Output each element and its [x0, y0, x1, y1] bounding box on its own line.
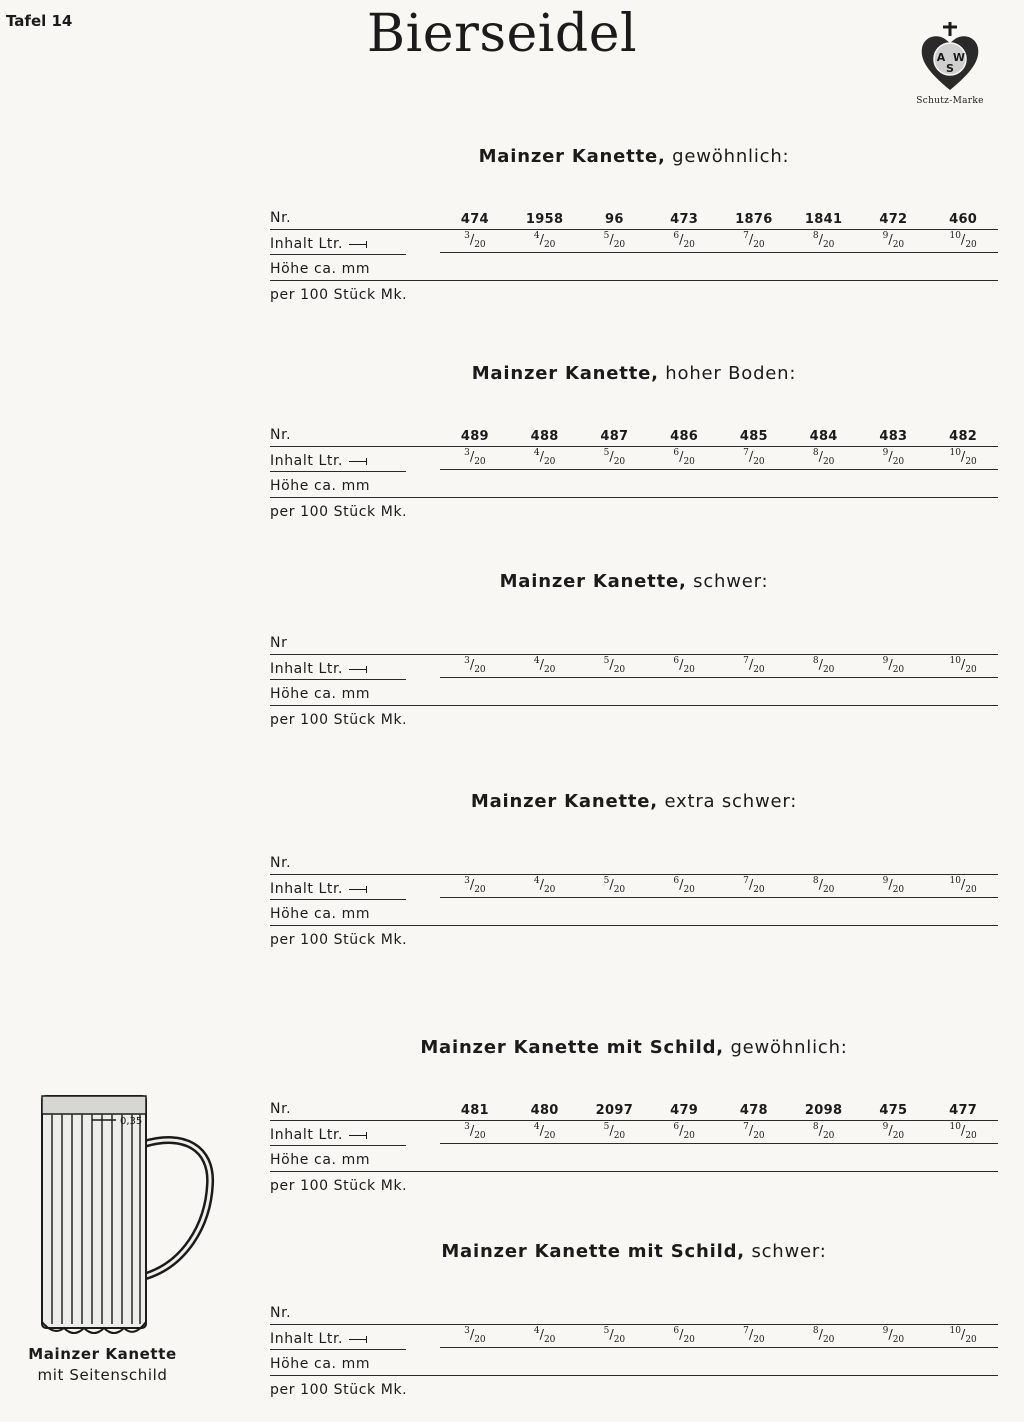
- row-label-nr: Nr.: [270, 1305, 292, 1321]
- capacity-denominator: 20: [613, 240, 626, 250]
- capacity-fraction: $^5/_{20}$: [580, 231, 650, 253]
- section-title: [270, 791, 998, 812]
- capacity-numerator: 4: [533, 448, 540, 459]
- capacity-denominator: 20: [753, 1335, 765, 1345]
- capacity-denominator: 20: [683, 885, 695, 895]
- capacity-fraction: $^3/_{20}$: [440, 876, 510, 898]
- capacity-cells: [440, 448, 998, 470]
- capacity-denominator: 20: [543, 240, 556, 250]
- row-inhalt: [270, 1121, 998, 1146]
- capacity-denominator: 20: [965, 457, 977, 467]
- section-table: [270, 1299, 998, 1401]
- section-title-variant: schwer:: [693, 571, 769, 592]
- capacity-fraction: $^7/_{20}$: [719, 1122, 789, 1144]
- row-label-nr: Nr.: [270, 1101, 292, 1117]
- capacity-fraction: $^7/_{20}$: [719, 231, 789, 253]
- row-hoehe: [270, 472, 998, 498]
- capacity-cells: [440, 876, 998, 898]
- capacity-numerator: 10: [949, 231, 961, 242]
- capacity-numerator: 9: [882, 1326, 889, 1337]
- capacity-denominator: 20: [753, 665, 765, 675]
- row-label-inhalt: [270, 1331, 367, 1347]
- capacity-fraction: $^{10}/_{20}$: [928, 876, 998, 898]
- capacity-fraction: $^9/_{20}$: [859, 1326, 929, 1348]
- inhalt-text: Inhalt Ltr.: [270, 661, 344, 677]
- article-number: 96: [605, 212, 624, 227]
- article-number: 473: [670, 212, 699, 227]
- capacity-numerator: 8: [812, 448, 819, 459]
- article-number: 460: [949, 212, 978, 227]
- capacity-fraction: $^{10}/_{20}$: [928, 448, 998, 470]
- capacity-fraction: $^9/_{20}$: [859, 876, 929, 898]
- capacity-denominator: 20: [683, 457, 695, 467]
- section-title-variant: gewöhnlich:: [672, 146, 790, 167]
- row-label-preis: per 100 Stück Mk.: [270, 712, 408, 728]
- capacity-denominator: 20: [543, 1335, 556, 1345]
- capacity-fraction: $^4/_{20}$: [510, 1122, 580, 1144]
- article-number: 1958: [525, 212, 564, 227]
- capacity-numerator: 4: [533, 876, 540, 887]
- capacity-fraction: $^8/_{20}$: [789, 1326, 859, 1348]
- capacity-denominator: 20: [892, 885, 905, 895]
- capacity-fraction: $^5/_{20}$: [580, 876, 650, 898]
- capacity-cells: [440, 1122, 998, 1144]
- capacity-numerator: 9: [882, 231, 889, 242]
- capacity-numerator: 7: [743, 656, 749, 667]
- caption-line-1: Mainzer Kanette: [28, 1345, 177, 1363]
- row-label-nr: Nr: [270, 635, 288, 651]
- capacity-numerator: 6: [673, 1122, 680, 1133]
- caption-line-2: mit Seitenschild: [37, 1366, 168, 1384]
- page-title: Bierseidel: [366, 4, 638, 64]
- capacity-numerator: 4: [533, 1326, 540, 1337]
- capacity-fraction: $^6/_{20}$: [649, 1326, 719, 1348]
- capacity-fraction: $^7/_{20}$: [719, 448, 789, 470]
- inhalt-text: Inhalt Ltr.: [270, 453, 344, 469]
- row-label-inhalt: [270, 661, 367, 677]
- article-number: 480: [530, 1103, 559, 1118]
- row-label-nr: Nr.: [270, 427, 292, 443]
- row-label-inhalt: [270, 881, 367, 897]
- inhalt-text: Inhalt Ltr.: [270, 1127, 344, 1143]
- section-title-name: Mainzer Kanette,: [471, 363, 659, 384]
- section-title-variant: hoher Boden:: [665, 363, 797, 384]
- capacity-denominator: 20: [613, 665, 626, 675]
- capacity-denominator: 20: [474, 1131, 486, 1141]
- row-hoehe: [270, 1146, 998, 1172]
- trademark-caption: Schutz-Marke: [916, 96, 984, 106]
- capacity-denominator: 20: [683, 240, 695, 250]
- section-title-name: Mainzer Kanette,: [470, 791, 658, 812]
- capacity-numerator: 10: [949, 876, 961, 887]
- capacity-fraction: $^3/_{20}$: [440, 656, 510, 678]
- capacity-numerator: 6: [673, 231, 680, 242]
- article-number: 475: [879, 1103, 908, 1118]
- capacity-fraction: $^9/_{20}$: [859, 656, 929, 678]
- row-label-nr: Nr.: [270, 855, 292, 871]
- capacity-numerator: 5: [603, 231, 610, 242]
- capacity-fraction: $^{10}/_{20}$: [928, 1122, 998, 1144]
- article-number: 481: [460, 1103, 489, 1118]
- capacity-numerator: 10: [949, 448, 961, 459]
- row-preis: [270, 706, 998, 731]
- capacity-numerator: 6: [673, 448, 680, 459]
- capacity-numerator: 9: [882, 876, 889, 887]
- article-number: 472: [879, 212, 908, 227]
- inhalt-text: Inhalt Ltr.: [270, 1331, 344, 1347]
- article-number: 482: [949, 429, 978, 444]
- measure-arrow-icon: [349, 666, 367, 673]
- section-title-name: Mainzer Kanette mit Schild,: [441, 1241, 745, 1262]
- capacity-denominator: 20: [965, 1335, 977, 1345]
- section-table: [270, 629, 998, 731]
- capacity-denominator: 20: [965, 240, 977, 250]
- article-number: 489: [460, 429, 489, 444]
- capacity-cells: [440, 656, 998, 678]
- capacity-numerator: 3: [464, 448, 470, 459]
- capacity-fraction: $^5/_{20}$: [580, 1326, 650, 1348]
- capacity-fraction: $^8/_{20}$: [789, 231, 859, 253]
- capacity-denominator: 20: [965, 665, 977, 675]
- capacity-denominator: 20: [613, 1335, 626, 1345]
- capacity-denominator: 20: [474, 665, 486, 675]
- capacity-numerator: 3: [464, 231, 470, 242]
- capacity-fraction: $^6/_{20}$: [649, 1122, 719, 1144]
- row-inhalt: [270, 655, 998, 680]
- capacity-numerator: 8: [812, 876, 819, 887]
- capacity-fraction: $^6/_{20}$: [649, 448, 719, 470]
- row-label-preis: per 100 Stück Mk.: [270, 1382, 408, 1398]
- row-label-hoehe: Höhe ca. mm: [270, 1152, 371, 1168]
- row-hoehe: [270, 900, 998, 926]
- capacity-numerator: 10: [949, 1122, 961, 1133]
- capacity-numerator: 7: [743, 876, 749, 887]
- logo-letter-s: S: [946, 62, 954, 75]
- section-title: [270, 571, 998, 592]
- capacity-fraction: $^6/_{20}$: [649, 876, 719, 898]
- logo-letter-a: A: [936, 51, 946, 64]
- section-title: [270, 363, 998, 384]
- capacity-numerator: 7: [743, 448, 749, 459]
- mug-mark-label: 0,35: [120, 1116, 143, 1127]
- capacity-denominator: 20: [822, 240, 835, 250]
- row-hoehe: [270, 680, 998, 706]
- capacity-numerator: 3: [464, 1326, 470, 1337]
- article-number: 2097: [595, 1103, 634, 1118]
- row-label-hoehe: Höhe ca. mm: [270, 686, 371, 702]
- capacity-numerator: 3: [464, 1122, 470, 1133]
- capacity-numerator: 10: [949, 1326, 961, 1337]
- capacity-fraction: $^9/_{20}$: [859, 1122, 929, 1144]
- section-title-variant: extra schwer:: [664, 791, 798, 812]
- row-nr: [270, 629, 998, 655]
- article-number: 1876: [735, 212, 773, 227]
- row-preis: [270, 281, 998, 306]
- row-nr: [270, 849, 998, 875]
- capacity-numerator: 7: [743, 1122, 749, 1133]
- row-label-inhalt: [270, 453, 367, 469]
- capacity-denominator: 20: [543, 885, 556, 895]
- capacity-denominator: 20: [822, 665, 835, 675]
- capacity-fraction: $^{10}/_{20}$: [928, 1326, 998, 1348]
- row-label-hoehe: Höhe ca. mm: [270, 1356, 371, 1372]
- capacity-fraction: $^6/_{20}$: [649, 656, 719, 678]
- capacity-fraction: $^4/_{20}$: [510, 1326, 580, 1348]
- capacity-numerator: 5: [603, 1122, 610, 1133]
- article-number: 488: [530, 429, 559, 444]
- capacity-fraction: $^3/_{20}$: [440, 1122, 510, 1144]
- row-inhalt: [270, 875, 998, 900]
- capacity-numerator: 8: [812, 1122, 819, 1133]
- capacity-fraction: $^5/_{20}$: [580, 656, 650, 678]
- capacity-fraction: $^8/_{20}$: [789, 1122, 859, 1144]
- row-label-preis: per 100 Stück Mk.: [270, 287, 408, 303]
- capacity-fraction: $^7/_{20}$: [719, 1326, 789, 1348]
- capacity-denominator: 20: [753, 885, 765, 895]
- capacity-denominator: 20: [683, 665, 695, 675]
- section-title: [270, 1241, 998, 1262]
- capacity-denominator: 20: [892, 665, 905, 675]
- capacity-denominator: 20: [543, 457, 556, 467]
- row-label-hoehe: Höhe ca. mm: [270, 261, 371, 277]
- row-preis: [270, 498, 998, 523]
- capacity-denominator: 20: [474, 457, 486, 467]
- row-label-preis: per 100 Stück Mk.: [270, 1178, 408, 1194]
- row-label-preis: per 100 Stück Mk.: [270, 504, 408, 520]
- capacity-denominator: 20: [822, 1335, 835, 1345]
- row-nr: [270, 204, 998, 230]
- capacity-denominator: 20: [613, 457, 626, 467]
- heart-cross-icon: [918, 20, 982, 94]
- capacity-denominator: 20: [683, 1131, 695, 1141]
- capacity-denominator: 20: [892, 457, 905, 467]
- section-title-name: Mainzer Kanette,: [499, 571, 687, 592]
- capacity-denominator: 20: [753, 1131, 765, 1141]
- row-inhalt: [270, 447, 998, 472]
- row-nr: [270, 421, 998, 447]
- inhalt-text: Inhalt Ltr.: [270, 236, 344, 252]
- article-number: 477: [949, 1103, 978, 1118]
- capacity-fraction: $^7/_{20}$: [719, 656, 789, 678]
- capacity-denominator: 20: [753, 457, 765, 467]
- capacity-numerator: 8: [812, 656, 819, 667]
- capacity-numerator: 4: [533, 656, 540, 667]
- capacity-denominator: 20: [474, 1335, 486, 1345]
- nr-cells: [440, 429, 998, 444]
- article-number: 1841: [804, 212, 843, 227]
- row-hoehe: [270, 255, 998, 281]
- capacity-denominator: 20: [543, 665, 556, 675]
- capacity-fraction: $^4/_{20}$: [510, 656, 580, 678]
- article-number: 483: [879, 429, 908, 444]
- row-nr: [270, 1095, 998, 1121]
- capacity-denominator: 20: [543, 1131, 556, 1141]
- measure-arrow-icon: [349, 1336, 367, 1343]
- capacity-fraction: $^{10}/_{20}$: [928, 656, 998, 678]
- capacity-cells: [440, 1326, 998, 1348]
- section-table: [270, 849, 998, 951]
- capacity-fraction: $^9/_{20}$: [859, 448, 929, 470]
- plate-number: Tafel 14: [6, 12, 73, 30]
- row-label-hoehe: Höhe ca. mm: [270, 906, 371, 922]
- capacity-fraction: $^9/_{20}$: [859, 231, 929, 253]
- capacity-numerator: 5: [603, 448, 610, 459]
- capacity-numerator: 6: [673, 876, 680, 887]
- capacity-numerator: 5: [603, 1326, 610, 1337]
- row-label-nr: Nr.: [270, 210, 292, 226]
- article-number: 485: [739, 429, 768, 444]
- capacity-denominator: 20: [892, 240, 905, 250]
- capacity-numerator: 7: [743, 231, 749, 242]
- illustration-caption: [0, 1344, 205, 1386]
- capacity-fraction: $^8/_{20}$: [789, 448, 859, 470]
- capacity-numerator: 5: [603, 876, 610, 887]
- capacity-numerator: 4: [533, 1122, 540, 1133]
- section-table: [270, 421, 998, 523]
- row-label-inhalt: [270, 1127, 367, 1143]
- capacity-fraction: $^8/_{20}$: [789, 656, 859, 678]
- article-number: 484: [809, 429, 838, 444]
- section-table: [270, 204, 998, 306]
- capacity-numerator: 10: [949, 656, 961, 667]
- row-preis: [270, 926, 998, 951]
- logo-letter-w: W: [952, 51, 966, 64]
- capacity-numerator: 3: [464, 876, 470, 887]
- row-preis: [270, 1376, 998, 1401]
- section-title-name: Mainzer Kanette mit Schild,: [420, 1037, 724, 1058]
- capacity-denominator: 20: [474, 240, 486, 250]
- section-title: [270, 1037, 998, 1058]
- capacity-numerator: 3: [464, 656, 470, 667]
- capacity-fraction: $^3/_{20}$: [440, 1326, 510, 1348]
- capacity-denominator: 20: [822, 457, 835, 467]
- capacity-denominator: 20: [892, 1335, 905, 1345]
- capacity-numerator: 9: [882, 448, 889, 459]
- mug-illustration: [34, 1086, 224, 1346]
- capacity-denominator: 20: [474, 885, 486, 895]
- article-number: 487: [600, 429, 629, 444]
- capacity-numerator: 6: [673, 1326, 680, 1337]
- section-title-variant: schwer:: [751, 1241, 827, 1262]
- capacity-denominator: 20: [683, 1335, 695, 1345]
- measure-arrow-icon: [349, 458, 367, 465]
- capacity-numerator: 5: [603, 656, 610, 667]
- capacity-numerator: 9: [882, 656, 889, 667]
- row-hoehe: [270, 1350, 998, 1376]
- row-label-hoehe: Höhe ca. mm: [270, 478, 371, 494]
- capacity-fraction: $^3/_{20}$: [440, 448, 510, 470]
- row-label-preis: per 100 Stück Mk.: [270, 932, 408, 948]
- article-number: 478: [739, 1103, 768, 1118]
- capacity-fraction: $^4/_{20}$: [510, 448, 580, 470]
- section-title-name: Mainzer Kanette,: [478, 146, 666, 167]
- capacity-denominator: 20: [965, 1131, 977, 1141]
- measure-arrow-icon: [349, 1132, 367, 1139]
- article-number: 2098: [804, 1103, 843, 1118]
- section-title-variant: gewöhnlich:: [730, 1037, 848, 1058]
- capacity-denominator: 20: [892, 1131, 905, 1141]
- capacity-fraction: $^5/_{20}$: [580, 1122, 650, 1144]
- row-label-inhalt: [270, 236, 367, 252]
- capacity-numerator: 8: [812, 231, 819, 242]
- row-inhalt: [270, 1325, 998, 1350]
- capacity-numerator: 7: [743, 1326, 749, 1337]
- article-number: 486: [670, 429, 699, 444]
- capacity-denominator: 20: [822, 885, 835, 895]
- capacity-denominator: 20: [613, 885, 626, 895]
- capacity-fraction: $^7/_{20}$: [719, 876, 789, 898]
- measure-arrow-icon: [349, 886, 367, 893]
- capacity-fraction: $^4/_{20}$: [510, 231, 580, 253]
- section-title: [270, 146, 998, 167]
- capacity-denominator: 20: [965, 885, 977, 895]
- inhalt-text: Inhalt Ltr.: [270, 881, 344, 897]
- capacity-fraction: $^5/_{20}$: [580, 448, 650, 470]
- capacity-numerator: 6: [673, 656, 680, 667]
- capacity-cells: [440, 231, 998, 253]
- row-inhalt: [270, 230, 998, 255]
- capacity-fraction: $^8/_{20}$: [789, 876, 859, 898]
- nr-cells: [440, 212, 998, 227]
- capacity-fraction: $^{10}/_{20}$: [928, 231, 998, 253]
- row-nr: [270, 1299, 998, 1325]
- section-table: [270, 1095, 998, 1197]
- capacity-denominator: 20: [613, 1131, 626, 1141]
- article-number: 474: [460, 212, 489, 227]
- capacity-denominator: 20: [822, 1131, 835, 1141]
- article-number: 479: [670, 1103, 699, 1118]
- nr-cells: [440, 1103, 998, 1118]
- measure-arrow-icon: [349, 241, 367, 248]
- row-preis: [270, 1172, 998, 1197]
- capacity-fraction: $^3/_{20}$: [440, 231, 510, 253]
- capacity-numerator: 8: [812, 1326, 819, 1337]
- capacity-denominator: 20: [753, 240, 765, 250]
- capacity-fraction: $^6/_{20}$: [649, 231, 719, 253]
- capacity-numerator: 9: [882, 1122, 889, 1133]
- capacity-fraction: $^4/_{20}$: [510, 876, 580, 898]
- trademark-logo: [904, 20, 996, 106]
- capacity-numerator: 4: [533, 231, 540, 242]
